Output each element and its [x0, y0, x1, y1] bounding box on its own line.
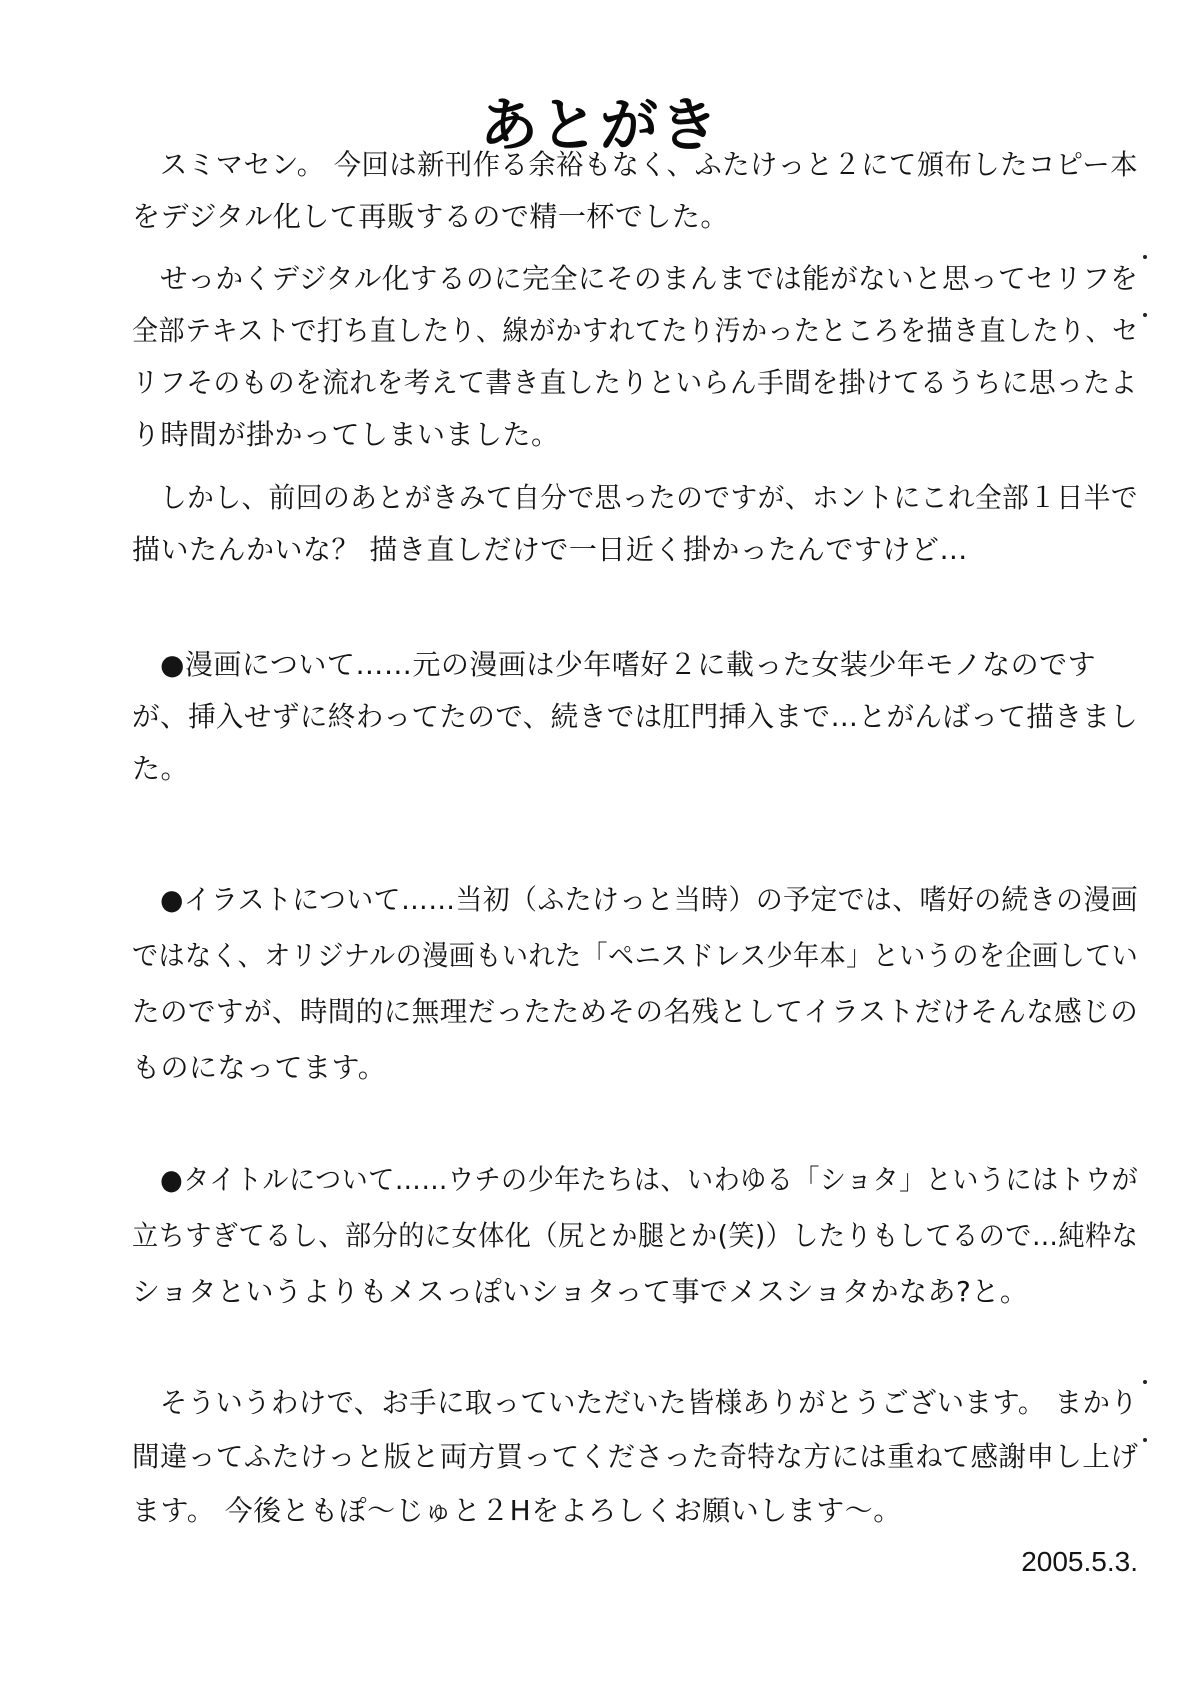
- scan-speck: [1143, 1380, 1147, 1384]
- text-line: ●漫画について……元の漫画は少年嗜好２に載った女装少年モノなのです: [160, 648, 1097, 681]
- text-line: 描いたんかいな？ 描き直しだけで一日近く掛かったんですけど…: [132, 533, 968, 566]
- text-line: ●タイトルについて……ウチの少年たちは、いわゆる「ショタ」というにはトウが: [160, 1163, 1139, 1196]
- text-line: た。: [132, 752, 190, 785]
- text-line: ます。 今後ともぽ～じゅと２Hをよろしくお願いします～。: [132, 1494, 902, 1527]
- text-line: リフそのものを流れを考えて書き直したりといらん手間を掛けてるうちに思ったよ: [132, 366, 1138, 399]
- text-line: 立ちすぎてるし、部分的に女体化（尻とか腿とか(笑)）したりもしてるので…純粋な: [132, 1219, 1139, 1252]
- text-line: をデジタル化して再販するので精一杯でした。: [132, 200, 729, 233]
- text-line: ではなく、オリジナルの漫画もいれた「ペニスドレス少年本」というのを企画してい: [132, 939, 1139, 972]
- text-line: 全部テキストで打ち直したり、線がかすれてたり汚かったところを描き直したり、セ: [132, 314, 1139, 347]
- text-line: ものになってます。: [132, 1051, 387, 1084]
- text-line: たのですが、時間的に無理だったためその名残としてイラストだけそんな感じの: [132, 995, 1139, 1028]
- text-line: 間違ってふたけっと版と両方買ってくださった奇特な方には重ねて感謝申し上げ: [132, 1440, 1139, 1473]
- scan-speck: [1143, 1438, 1147, 1442]
- text-line: スミマセン。 今回は新刊作る余裕もなく、ふたけっと２にて頒布したコピー本: [160, 148, 1139, 181]
- text-line: そういうわけで、お手に取っていただいた皆様ありがとうございます。 まかり: [160, 1386, 1139, 1419]
- text-line: ●イラストについて……当初（ふたけっと当時）の予定では、嗜好の続きの漫画: [160, 883, 1139, 916]
- text-line: ショタというよりもメスっぽいショタって事でメスショタかなあ?と。: [132, 1275, 1029, 1308]
- page-title: あとがき: [479, 91, 720, 159]
- text-line: り時間が掛かってしまいました。: [132, 418, 560, 451]
- scan-speck: [1143, 313, 1147, 317]
- scan-speck: [1143, 255, 1147, 259]
- text-line: しかし、前回のあとがきみて自分で思ったのですが、ホントにこれ全部１日半で: [160, 481, 1138, 514]
- text-line: が、挿入せずに終わってたので、続きでは肛門挿入まで…とがんばって描きまし: [132, 700, 1139, 733]
- date-signature: 2005.5.3.: [1021, 1546, 1138, 1577]
- text-line: せっかくデジタル化するのに完全にそのまんまでは能がないと思ってセリフを: [160, 262, 1139, 295]
